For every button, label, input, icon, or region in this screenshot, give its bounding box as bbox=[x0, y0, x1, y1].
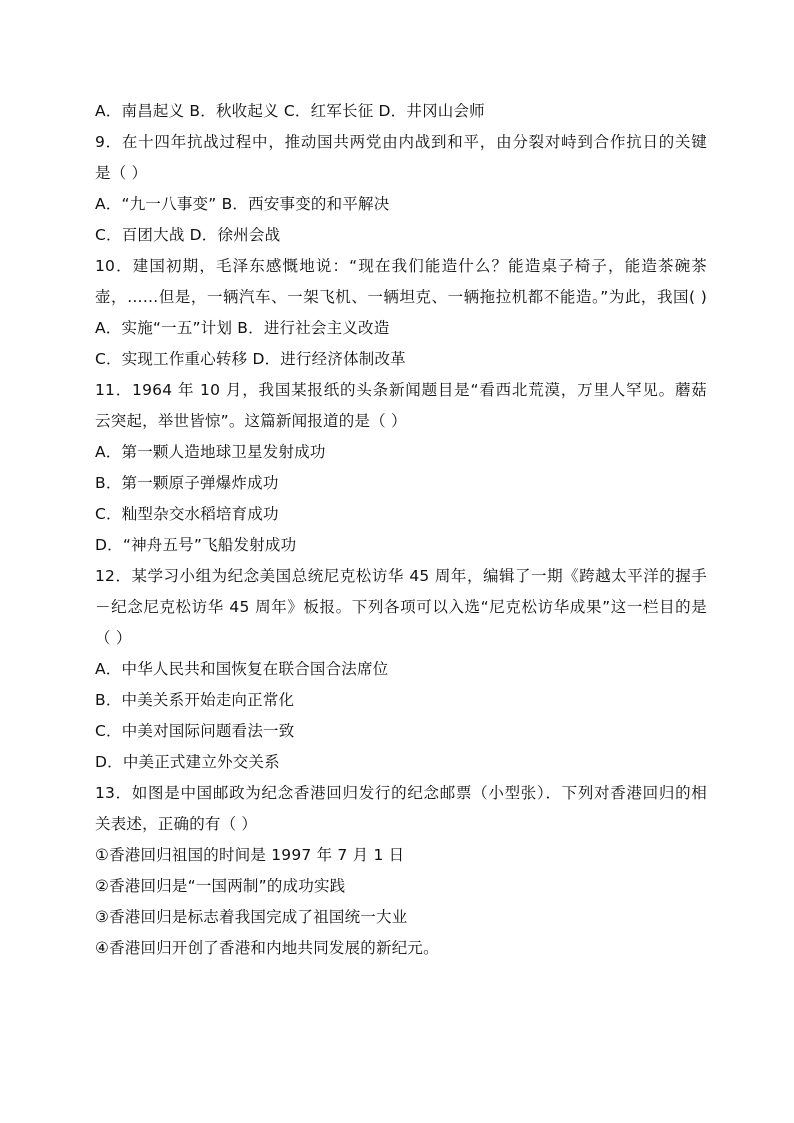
text-line: 9．在十四年抗战过程中，推动国共两党由内战到和平，由分裂对峙到合作抗日的关键 bbox=[95, 133, 707, 151]
text-line: A．第一颗人造地球卫星发射成功 bbox=[95, 443, 326, 461]
text-line: 是（ ） bbox=[95, 164, 148, 182]
text-line: （ ） bbox=[95, 629, 132, 647]
text-line: －纪念尼克松访华 45 周年》板报。下列各项可以入选“尼克松访华成果”这一栏目的是 bbox=[95, 598, 707, 616]
text-line: C．中美对国际问题看法一致 bbox=[95, 722, 295, 740]
text-line: ④香港回归开创了香港和内地共同发展的新纪元。 bbox=[95, 939, 439, 957]
text-line: C．籼型杂交水稻培育成功 bbox=[95, 505, 279, 523]
text-line: C．实现工作重心转移 D．进行经济体制改革 bbox=[95, 350, 406, 368]
text-line: 10．建国初期，毛泽东感慨地说：“现在我们能造什么？能造桌子椅子，能造茶碗茶 bbox=[95, 257, 707, 275]
document-page bbox=[95, 96, 707, 964]
text-line: 11．1964 年 10 月，我国某报纸的头条新闻题目是“看西北荒漠，万里人罕见。蘑菇 bbox=[95, 381, 707, 399]
text-line: ①香港回归祖国的时间是 1997 年 7 月 1 日 bbox=[95, 846, 405, 864]
text-line: B．中美关系开始走向正常化 bbox=[95, 691, 295, 709]
text-line: 关表述，正确的有（ ） bbox=[95, 815, 258, 833]
text-line: B．第一颗原子弹爆炸成功 bbox=[95, 474, 279, 492]
text-line: 13．如图是中国邮政为纪念香港回归发行的纪念邮票（小型张）．下列对香港回归的相 bbox=[95, 784, 707, 802]
text-line: C．百团大战 D．徐州会战 bbox=[95, 226, 281, 244]
text-line: D．中美正式建立外交关系 bbox=[95, 753, 280, 771]
text-line: 云突起，举世皆惊”。这篇新闻报道的是（ ） bbox=[95, 412, 407, 430]
text-line: A．中华人民共和国恢复在联合国合法席位 bbox=[95, 660, 389, 678]
text-line: D．“神舟五号”飞船发射成功 bbox=[95, 536, 297, 554]
text-line: ③香港回归是标志着我国完成了祖国统一大业 bbox=[95, 908, 408, 926]
text-line: ②香港回归是“一国两制”的成功实践 bbox=[95, 877, 346, 895]
text-line: A．实施“一五”计划 B．进行社会主义改造 bbox=[95, 319, 390, 337]
text-line: A．南昌起义 B．秋收起义 C．红军长征 D．井冈山会师 bbox=[95, 102, 485, 120]
text-line: 壶，……但是，一辆汽车、一架飞机、一辆坦克、一辆拖拉机都不能造。”为此，我国( ) bbox=[95, 288, 707, 306]
text-line: 12．某学习小组为纪念美国总统尼克松访华 45 周年，编辑了一期《跨越太平洋的握手 bbox=[95, 567, 707, 585]
text-line: A．“九一八事变” B．西安事变的和平解决 bbox=[95, 195, 390, 213]
